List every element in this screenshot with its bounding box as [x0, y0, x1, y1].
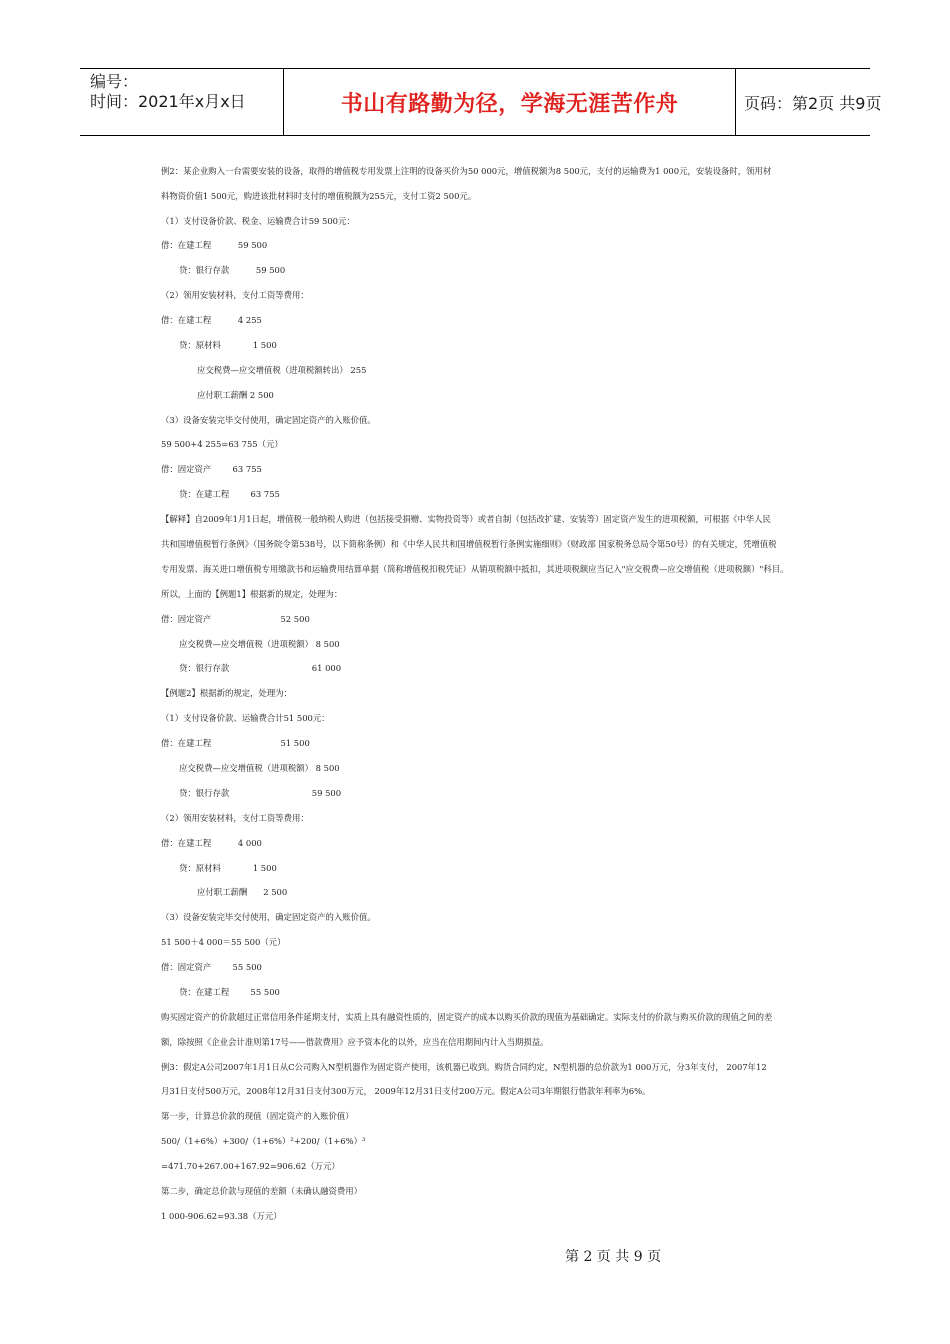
text-line: 借：固定资产 63 755 [161, 464, 262, 474]
text-line: 例2：某企业购入一台需要安装的设备，取得的增值税专用发票上注明的设备买价为50 000元，增值税额为8 500元，支付的运输费为1 000元，安装设备时，领用材 [161, 166, 772, 176]
text-line: 借：固定资产 52 500 [161, 614, 310, 624]
text-line: 借：在建工程 4 255 [161, 315, 262, 325]
text-line: 第一步，计算总价款的现值（固定资产的入账价值） [161, 1111, 354, 1121]
text-line: 共和国增值税暂行条例》（国务院令第538号，以下简称条例）和《中华人民共和国增值税暂行条例实施细则》（财政部 国家税务总局令第50号）的有关规定，凭增值税 [161, 539, 777, 549]
text-line: 51 500＋4 000＝55 500（元） [161, 937, 286, 947]
footer-page-number: 第 2 页 共 9 页 [565, 1249, 662, 1265]
text-line: 额，除按照《企业会计准则第17号——借款费用》应予资本化的以外，应当在信用期间内计入当期损益。 [161, 1037, 549, 1047]
text-line: 【例题2】根据新的规定，处理为： [161, 688, 292, 698]
text-line: 应付职工薪酬 2 500 [197, 390, 274, 400]
text-line: 贷：在建工程 55 500 [179, 987, 280, 997]
time-label: 时间：2021年x月x日 [90, 92, 246, 111]
text-line: （1）支付设备价款、运输费合计51 500元： [161, 713, 330, 723]
text-line: 贷：原材料 1 500 [179, 863, 277, 873]
text-line: 借：固定资产 55 500 [161, 962, 262, 972]
motto: 书山有路勤为径，学海无涯苦作舟 [283, 69, 736, 135]
text-line: 59 500+4 255=63 755（元） [161, 439, 283, 449]
text-line: 1 000-906.62=93.38（万元） [161, 1211, 282, 1221]
text-line: 专用发票、海关进口增值税专用缴款书和运输费用结算单据（简称增值税扣税凭证）从销项税额中抵扣，其进项税额应当记入"应交税费—应交增值税（进项税额）"科目。 [161, 564, 789, 574]
text-line: （1）支付设备价款、税金、运输费合计59 500元： [161, 216, 355, 226]
text-line: 月31日支付500万元，2008年12月31日支付300万元， 2009年12月31日支付200万元。假定A公司3年期银行借款年利率为6%。 [161, 1086, 651, 1096]
text-line: 贷：银行存款 61 000 [179, 663, 342, 673]
text-line: 所以，上面的【例题1】根据新的规定，处理为： [161, 589, 343, 599]
text-line: 贷：原材料 1 500 [179, 340, 277, 350]
text-line: （2）领用安装材料，支付工资等费用： [161, 290, 309, 300]
text-line: （2）领用安装材料，支付工资等费用： [161, 813, 309, 823]
text-line: =471.70+267.00+167.92=906.62（万元） [161, 1161, 340, 1171]
text-line: 应交税费—应交增值税（进项税额） 8 500 [179, 639, 340, 649]
text-line: 应付职工薪酬 2 500 [197, 887, 288, 897]
text-line: 【解释】自2009年1月1日起，增值税一般纳税人购进（包括接受捐赠、实物投资等）或者自制（包括改扩建、安装等）固定资产发生的进项税额，可根据《中华人民 [161, 514, 771, 524]
text-line: （3）设备安装完毕交付使用，确定固定资产的入账价值。 [161, 912, 376, 922]
text-line: 贷：在建工程 63 755 [179, 489, 280, 499]
text-line: 借：在建工程 59 500 [161, 240, 268, 250]
text-line: 借：在建工程 51 500 [161, 738, 310, 748]
text-line: 料物资价值1 500元，购进该批材料时支付的增值税额为255元，支付工资2 500元。 [161, 191, 477, 201]
text-line: 贷：银行存款 59 500 [179, 788, 342, 798]
text-line: 应交税费—应交增值税（进项税额转出） 255 [197, 365, 367, 375]
text-line: 购买固定资产的价款超过正常信用条件延期支付，实质上具有融资性质的，固定资产的成本以购买价款的现值为基础确定。实际支付的价款与购买价款的现值之间的差 [161, 1012, 773, 1022]
number-label: 编号： [90, 72, 139, 91]
text-line: 贷：银行存款 59 500 [179, 265, 286, 275]
page-label: 页码：第2页 共9页 [744, 93, 882, 113]
text-line: 应交税费—应交增值税（进项税额） 8 500 [179, 763, 340, 773]
text-line: 例3：假定A公司2007年1月1日从C公司购入N型机器作为固定资产使用，该机器已收到。购货合同约定，N型机器的总价款为1 000万元，分3年支付， 2007年12 [161, 1062, 767, 1072]
text-line: 第二步，确定总价款与现值的差额（未确认融资费用） [161, 1186, 362, 1196]
text-line: （3）设备安装完毕交付使用，确定固定资产的入账价值。 [161, 415, 376, 425]
text-line: 500/（1+6%）+300/（1+6%）²+200/（1+6%）³ [161, 1136, 366, 1146]
text-line: 借：在建工程 4 000 [161, 838, 262, 848]
